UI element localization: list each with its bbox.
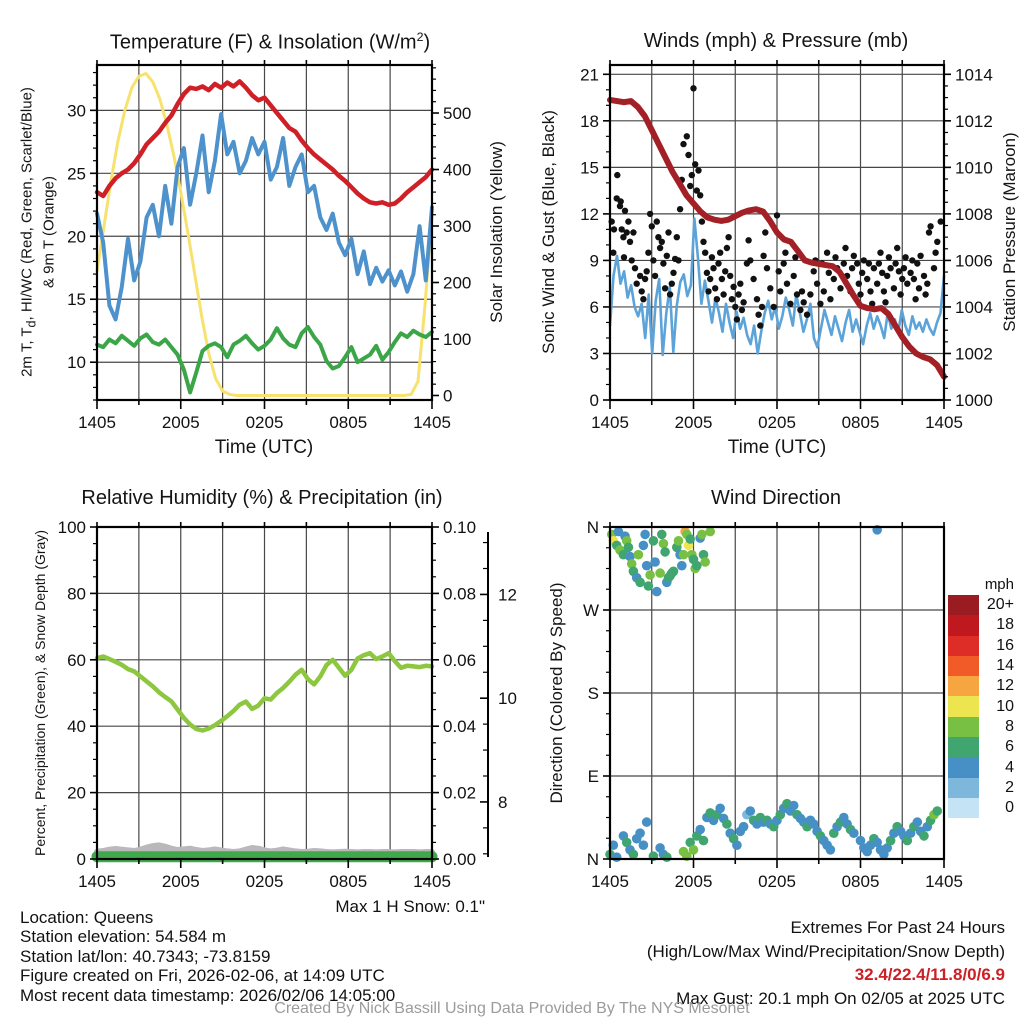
x-tick-label: 0205 xyxy=(245,872,284,891)
legend-title: mph xyxy=(984,576,1014,593)
y-tick-label: 100 xyxy=(443,329,472,349)
legend-label: 12 xyxy=(996,677,1014,695)
legend-swatch xyxy=(948,656,979,676)
legend-label: 18 xyxy=(996,616,1014,634)
y-tick-label: 400 xyxy=(443,160,472,180)
legend-entry xyxy=(948,696,1014,716)
y-tick-label: 40 xyxy=(67,717,86,737)
legend-entry xyxy=(948,737,1014,757)
y-tick-label: 21 xyxy=(580,65,599,85)
y-tick-label: N xyxy=(586,850,599,869)
y-tick-label: 0.08 xyxy=(443,584,477,604)
y-tick-label: 100 xyxy=(57,518,86,537)
y-tick-label: E xyxy=(587,767,599,786)
legend-swatch xyxy=(948,636,979,656)
x-tick-label: 0805 xyxy=(841,413,880,432)
x-tick-label: 2005 xyxy=(674,872,713,891)
y-tick-label: N xyxy=(586,518,599,537)
y-tick-label: 80 xyxy=(67,584,86,604)
legend-swatch xyxy=(948,696,979,716)
y-tick-label: 1006 xyxy=(955,251,993,271)
station-info xyxy=(20,908,395,1005)
legend-swatch xyxy=(948,778,979,798)
y-tick-label: 9 xyxy=(589,251,599,271)
title-text: Temperature (F) & Insolation (W/m xyxy=(109,31,417,54)
y-tick-label: 1010 xyxy=(955,158,993,178)
legend-label: 14 xyxy=(996,657,1014,675)
legend-entry xyxy=(948,636,1014,656)
y-tick-label: 0.04 xyxy=(443,717,477,737)
y-tick-label: 18 xyxy=(580,111,599,131)
legend-entry xyxy=(948,717,1014,737)
y-tick-label: 0 xyxy=(76,850,86,869)
legend-entry xyxy=(948,757,1014,777)
y-tick-label: 1012 xyxy=(955,111,993,131)
legend-label: 0 xyxy=(1005,799,1014,817)
x-tick-label: 0805 xyxy=(329,413,368,432)
legend-entry xyxy=(948,676,1014,696)
winds-pressure-chart xyxy=(580,60,993,432)
y-tick-label: 6 xyxy=(589,297,599,317)
wind-speed-legend xyxy=(948,576,1014,818)
legend-swatch xyxy=(948,595,979,615)
x-tick-label: 2005 xyxy=(674,413,713,432)
max-snow-caption: Max 1 H Snow: 0.1" xyxy=(335,897,485,916)
humidity-precip-chart xyxy=(58,518,517,891)
figure-created: Figure created on Fri, 2026-02-06, at 14:09 UTC xyxy=(20,966,385,986)
title-sup: 2 xyxy=(416,30,424,44)
legend-swatch xyxy=(948,737,979,757)
extremes-values: 32.4/22.4/11.8/0/6.9 xyxy=(854,965,1005,985)
data-timestamp: Most recent data timestamp: 2026/02/06 14:05:00 xyxy=(20,985,396,1005)
x-tick-label: 1405 xyxy=(413,413,451,432)
y-tick-label: 20 xyxy=(67,783,86,803)
y-tick-label: 1002 xyxy=(955,344,993,364)
snow-axis-tick-label: 8 xyxy=(498,792,508,812)
legend-label: 2 xyxy=(1005,778,1014,796)
x-tick-label: 1405 xyxy=(591,413,629,432)
station-elevation: Station elevation: 54.584 m xyxy=(20,927,227,947)
x-tick-label: 1405 xyxy=(78,872,116,891)
chart-title-winds: Winds (mph) & Pressure (mb) xyxy=(643,30,909,52)
legend-swatch xyxy=(948,757,979,777)
y-tick-label: 1004 xyxy=(955,297,993,317)
chart-title-wind-direction: Wind Direction xyxy=(710,487,842,509)
y-tick-label: 10 xyxy=(67,353,86,373)
legend-entry xyxy=(948,595,1014,615)
x-tick-label: 0205 xyxy=(758,413,796,432)
y-tick-label: 200 xyxy=(443,273,472,293)
y-tick-label: 1008 xyxy=(955,204,993,224)
legend-swatch xyxy=(948,717,979,737)
x-tick-label: 0805 xyxy=(841,872,880,891)
x-tick-label: 1405 xyxy=(78,413,116,432)
y-tick-label: 15 xyxy=(580,158,599,178)
legend-entry xyxy=(948,615,1014,635)
legend-entry xyxy=(948,656,1014,676)
extremes-info xyxy=(647,916,1005,1010)
station-latlon: Station lat/lon: 40.7343; -73.8159 xyxy=(20,946,271,966)
chart-title-temperature xyxy=(60,30,480,55)
x-tick-label: 1405 xyxy=(413,872,451,891)
x-tick-label: 0805 xyxy=(329,872,368,891)
y-tick-label: 0.06 xyxy=(443,650,477,670)
y-tick-label: W xyxy=(582,601,599,620)
legend-label: 4 xyxy=(1005,758,1014,776)
max-gust: Max Gust: 20.1 mph On 02/05 at 2025 UTC xyxy=(676,988,1005,1008)
y-tick-label: 0.10 xyxy=(443,518,477,537)
legend-swatch xyxy=(948,798,979,818)
y-tick-label: 0 xyxy=(589,391,599,410)
y-tick-label: 3 xyxy=(589,344,599,364)
x-tick-label: 2005 xyxy=(161,413,200,432)
snow-axis-tick-label: 10 xyxy=(498,689,517,709)
xlabel-winds: Time (UTC) xyxy=(727,437,827,458)
x-tick-label: 1405 xyxy=(591,872,629,891)
y-tick-label: 60 xyxy=(67,650,86,670)
y-tick-label: 0.02 xyxy=(443,783,477,803)
y-tick-label: 15 xyxy=(67,290,86,310)
y-tick-label: 12 xyxy=(580,204,599,224)
y-tick-label: 20 xyxy=(67,227,86,247)
station-location: Location: Queens xyxy=(20,908,154,927)
legend-swatch xyxy=(948,676,979,696)
x-tick-label: 0205 xyxy=(758,872,796,891)
x-tick-label: 2005 xyxy=(161,872,200,891)
y-tick-label: 300 xyxy=(443,217,472,237)
title-text: ) xyxy=(423,31,431,54)
legend-label: 16 xyxy=(996,636,1014,654)
y-tick-label: 1014 xyxy=(955,65,993,85)
legend-label: 6 xyxy=(1005,738,1014,756)
y-tick-label: 0.00 xyxy=(443,850,477,869)
snow-axis-tick-label: 12 xyxy=(498,585,517,605)
x-tick-label: 1405 xyxy=(925,872,963,891)
extremes-title: Extremes For Past 24 Hours xyxy=(790,918,1005,937)
y-tick-label: 1000 xyxy=(955,391,993,410)
x-tick-label: 1405 xyxy=(925,413,963,432)
credit-line: Created By Nick Bassill Using Data Provided By The NYS Mesonet xyxy=(274,1000,750,1017)
mesonet-dashboard: 1405 2005 0205 0805 1405 10 15 20 25 30 0 100 200 300 400 500 1405 2005 0205 0805 1405 0 3 6 9 12 15 18 21 1000 1002 1004 1006 1008 1010 1012 1014 1405 2005 0205 0805 1405 0 20 40 60 80 100 0.00 0.02 0.04 0.06 0.08 0.10 8 10 12 1405 2005 0205 0805 1405 N W S E N Temperature (F) & Insolation $(W/m^2)$ Winds (mph) & Pressure (mb) Relative Humidity (%) & Precipitation (in) Wind Direction 2m T, $T_d$, HI/WC (Red, Green, Scarlet/Blue) & 9m T (Orange) Solar Insolation (Yellow) Sonic Wind & Gust (Blue, Black) Station Pressure (Maroon) Percent, Precipitation (Green), & Snow Depth (Gray) Direction (Colored By Speed) Time (UTC) Time (UTC) mph 20+ 18 16 14 12 10 8 6 4 2 0 Location: Queens Station elevation: 54.584 m Station lat/lon: 40.7343; -73.8159 Figure created on Fri, 2026-02-06, at 14:09 UTC Most recent data timestamp: 2026/02/06 14:05:00 Max 1 H Snow: 0.1" Extremes For Past 24 Hours (High/Low/Max Wind/Precipitation/Snow Depth) 32.4/22.4/11.8/0/6.9 Max Gust: 20.1 mph On 02/05 at 2025 UTC Created By Nick Bassill Using Data Provided By The NYS Mesonet xyxy=(0,0,1024,1024)
legend-label: 20+ xyxy=(986,596,1014,614)
legend-label: 8 xyxy=(1005,717,1014,735)
x-tick-label: 0205 xyxy=(245,413,284,432)
chart-title-humidity: Relative Humidity (%) & Precipitation (in) xyxy=(81,487,443,509)
legend-entry xyxy=(948,778,1014,798)
y-tick-label: 500 xyxy=(443,104,472,124)
y-tick-label: 25 xyxy=(67,164,86,184)
y-tick-label: 30 xyxy=(67,101,86,121)
temperature-insolation-chart xyxy=(67,60,471,432)
legend-swatch xyxy=(948,615,979,635)
xlabel-temperature: Time (UTC) xyxy=(214,437,314,458)
legend-entry xyxy=(948,798,1014,818)
y-tick-label: S xyxy=(587,684,599,703)
legend-label: 10 xyxy=(996,697,1014,715)
y-tick-label: 0 xyxy=(443,386,453,406)
extremes-subtitle: (High/Low/Max Wind/Precipitation/Snow Depth) xyxy=(646,941,1005,961)
wind-direction-chart xyxy=(583,518,963,891)
